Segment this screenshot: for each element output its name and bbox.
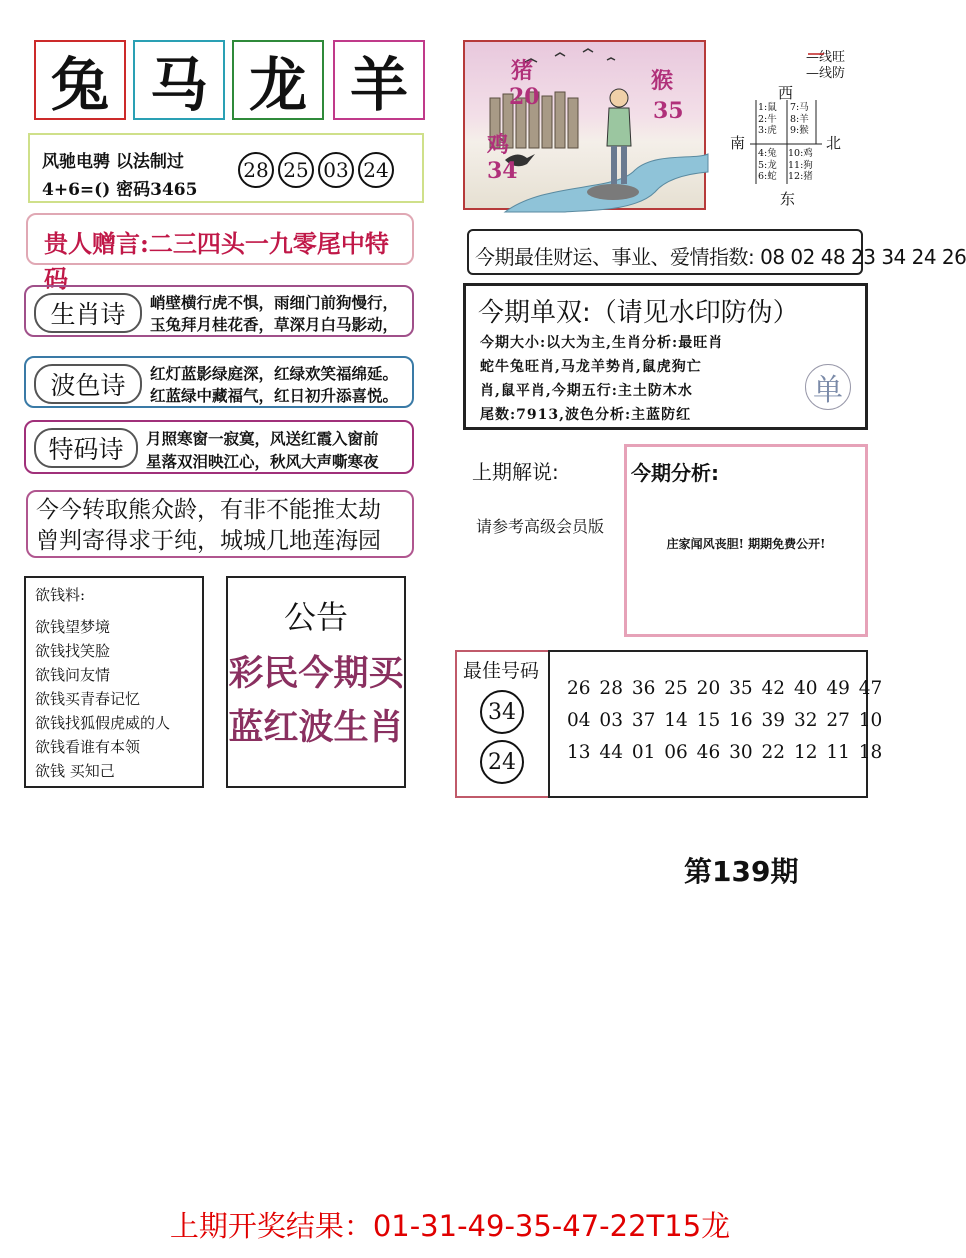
- picture-label: 猴: [651, 68, 674, 94]
- legend-fang: —线防: [806, 66, 846, 81]
- number-ball: 24: [358, 152, 394, 188]
- refer-text: 请参考高级会员版: [476, 517, 605, 536]
- poem-tag: 特码诗: [34, 428, 138, 468]
- picture-label: 鸡: [487, 132, 510, 158]
- direction-south: 南: [730, 134, 746, 152]
- odd-even-line: 今期大小:以大为主,生肖分析:最旺肖: [480, 335, 724, 351]
- direction-north: 北: [826, 134, 842, 152]
- riddle-line: 今今转取熊众龄，有非不能推太劫: [36, 497, 381, 523]
- issue-number: 第139期: [684, 855, 799, 888]
- poem-tag: 生肖诗: [34, 293, 142, 333]
- poem-special-code: [24, 420, 414, 474]
- number-row: 26 28 36 25 20 35 42 40 49 47: [567, 678, 883, 699]
- poem-tag: 波色诗: [34, 364, 142, 404]
- zodiac-box-horse: 马: [133, 40, 225, 120]
- legend-wang: —线旺: [806, 50, 846, 65]
- best-numbers-title: 最佳号码: [463, 660, 540, 682]
- number-row: 04 03 37 14 15 16 39 32 27 10: [567, 710, 883, 731]
- poem-line: 星落双泪映江心，秋风大声嘶寒夜: [146, 452, 379, 471]
- compass-lines: [728, 40, 878, 210]
- picture-label: 猪: [511, 58, 534, 84]
- best-ball: 24: [480, 740, 524, 784]
- zodiac-list-right-top: 7:马 8:羊 9:猴: [790, 102, 809, 136]
- yuqian-item: 欲钱找笑脸: [35, 642, 111, 660]
- odd-even-line: 尾数:7913,波色分析:主蓝防红: [480, 407, 692, 423]
- zodiac-list-right-bottom: 10:鸡 11:狗 12:猪: [788, 148, 813, 182]
- yuqian-item: 欲钱找狐假虎威的人: [35, 714, 171, 732]
- yuqian-item: 欲钱 买知己: [35, 762, 115, 780]
- yuqian-item: 欲钱买青春记忆: [35, 690, 141, 708]
- odd-stamp: 单: [805, 364, 851, 410]
- number-grid: [548, 650, 883, 798]
- last-result: 上期开奖结果：01-31-49-35-47-22T15龙: [169, 1209, 731, 1243]
- zodiac-box-rabbit: 兔: [34, 40, 126, 120]
- notice-title: 公告: [283, 598, 348, 636]
- poem-line: 峭壁横行虎不惧，雨细门前狗慢行，: [150, 293, 399, 312]
- poem-wave-color: [24, 356, 414, 408]
- slogan-line-1: 风驰电骋 以法制过: [42, 152, 184, 172]
- direction-east: 东: [780, 190, 796, 208]
- zodiac-list-left-bottom: 4:兔 5:龙 6:蛇: [758, 148, 777, 182]
- last-period-label: 上期解说:: [472, 460, 559, 484]
- number-ball: 28: [238, 152, 274, 188]
- direction-west: 西: [778, 84, 794, 102]
- yuqian-box: [24, 576, 204, 788]
- number-ball: 25: [278, 152, 314, 188]
- picture-label: 34: [487, 158, 518, 184]
- notice-box: [226, 576, 406, 788]
- notice-line: 蓝红波生肖: [228, 707, 404, 748]
- notice-line: 彩民今期买: [228, 653, 404, 694]
- scene-illustration: [463, 40, 706, 210]
- poem-line: 红灯蓝影绿庭深，红绿欢笑福绵延。: [150, 364, 399, 383]
- slogan-line-2: 4+6=() 密码3465: [42, 180, 198, 200]
- slogan-balls: [238, 152, 394, 188]
- compass-diagram: [728, 40, 878, 210]
- yuqian-item: 欲钱望梦境: [35, 618, 111, 636]
- analysis-box: [624, 444, 868, 637]
- picture-label: 20: [509, 84, 540, 110]
- best-numbers-panel: [455, 650, 550, 798]
- poem-line: 月照寒窗一寂寞，风送红霞入窗前: [146, 429, 379, 448]
- analysis-content: 庄家闻风丧胆! 期期免费公开!: [666, 537, 826, 551]
- guiren-message: 贵人赠言:二三四头一九零尾中特码: [26, 213, 414, 265]
- zodiac-list-left-top: 1:鼠 2:牛 3:虎: [758, 102, 777, 136]
- odd-even-box: [463, 283, 868, 430]
- poem-zodiac: [24, 285, 414, 337]
- odd-even-line: 蛇牛兔旺肖,马龙羊势肖,鼠虎狗亡: [480, 359, 702, 375]
- yuqian-title: 欲钱料:: [35, 586, 86, 604]
- number-ball: 03: [318, 152, 354, 188]
- picture-label: 35: [653, 98, 684, 124]
- number-row: 13 44 01 06 46 30 22 12 11 18: [567, 742, 883, 763]
- riddle-line: 曾判寄得求于纯，城城几地莲海园: [36, 528, 381, 554]
- odd-even-heading: 今期单双:（请见水印防伪）: [478, 298, 799, 328]
- poem-line: 玉兔拜月桂花香，草深月白马影动，: [150, 315, 399, 334]
- best-ball: 34: [480, 690, 524, 734]
- yuqian-item: 欲钱问友情: [35, 666, 111, 684]
- odd-even-line: 肖,鼠平肖,今期五行:主土防木水: [480, 383, 693, 399]
- yuqian-item: 欲钱看谁有本领: [35, 738, 141, 756]
- fortune-index: 今期最佳财运、事业、爱情指数: 08 02 48 23 34 24 26: [467, 229, 863, 275]
- analysis-title: 今期分析:: [631, 461, 719, 485]
- slogan-box: [28, 133, 424, 203]
- riddle-box: [26, 490, 414, 558]
- poem-line: 红蓝绿中藏福气，红日初升添喜悦。: [150, 386, 399, 405]
- zodiac-box-goat: 羊: [333, 40, 425, 120]
- zodiac-box-dragon: 龙: [232, 40, 324, 120]
